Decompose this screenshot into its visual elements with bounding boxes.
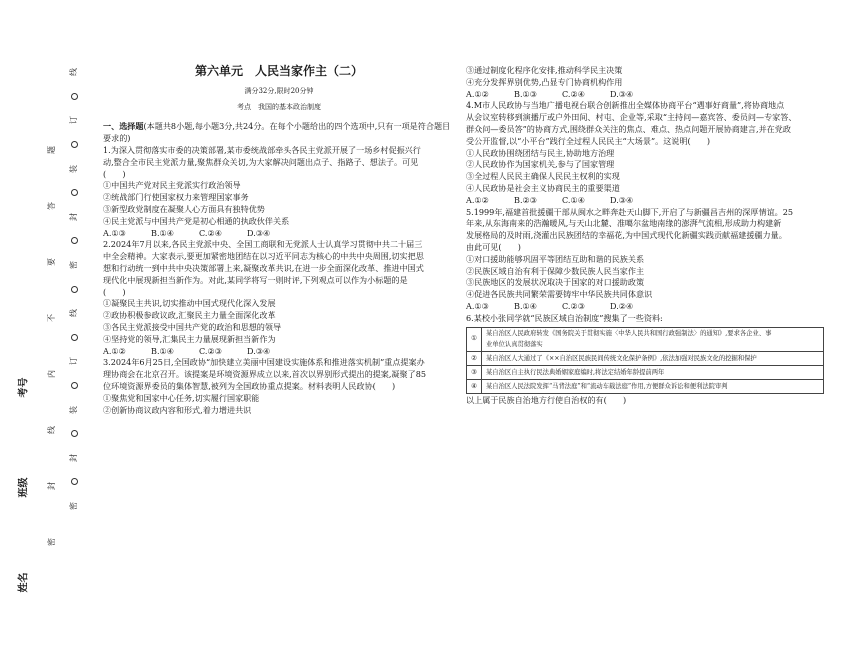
- binding-mark: 线: [69, 309, 78, 318]
- row-text: 某自治区人民政府转发《国务院关于贯彻实施〈中华人民共和国行政强制法〉的通知》,要求各企业、事 业单位认真贯彻落实: [482, 327, 824, 352]
- binding-mark: 线: [47, 426, 56, 434]
- table-row: [467, 352, 824, 366]
- table-row: [467, 327, 824, 352]
- question-3-continued: ③通过制度化程序化安排,推动科学民主决策 ④充分发挥界别优势,凸显专门协商机构作用 A.①② B.①③ C.②④ D.③④: [466, 65, 824, 100]
- binding-hole-icon: [71, 189, 78, 196]
- binding-hole-icon: [71, 141, 78, 148]
- score-line: 满分32分,限时20分钟: [244, 86, 314, 95]
- binding-mark: 题: [47, 146, 56, 154]
- option-b[interactable]: B.①④: [151, 345, 175, 356]
- option-c[interactable]: C.②③: [562, 300, 585, 311]
- question-2-options: [103, 346, 455, 358]
- question-6: 6.某校小张同学就“民族区域自治制度”搜集了一些资料: ① 某自治区人民政府转发《国务院关于贯彻实施〈中华人民共和国行政强制法〉的通知》,要求各企业、事 业单位认真贯彻落实 ② 某自治区人大通过了《××自治区民族民间传统文化保护条例》,依法加强对民族文化的挖掘和保护 ③ 某自治区自主执行民法典婚姻家庭编时,将法定结婚年龄提前两年 ④ 某自治区人民法院发挥“马背法庭”和“流动车载法庭”作用,方便群众诉讼和便利法院审判 以上属于民族自治地方行使自治权的有( ): [466, 313, 824, 407]
- option-a[interactable]: A.①②: [103, 345, 126, 356]
- question-5: 5.1999年,福建首批援疆干部从闽水之畔奔赴天山脚下,开启了与新疆昌吉州的深厚情谊。25 年来,从东海南来的浩瀚暖风,与天山北麓、准噶尔盆地南缘的澎湃气流相,形成助力构建新 发展格局的及时雨,浇灌出民族团结的幸福花,为中国式现代化新疆实践贡献福建援疆力量。 由此可见( ) ①对口援助能够巩固平等团结互助和谐的民族关系 ②民族区域自治有利于保障少数民族人民当家作主 ③民族地区的发展状况取决于国家的对口援助政策 ④促进各民族共同繁荣需要铸牢中华民族共同体意识 A.①③ B.①④ C.②③ D.②④: [466, 207, 824, 313]
- question-6-prompt: 以上属于民族自治地方行使自治权的有( ): [466, 395, 627, 406]
- binding-mark: 装: [69, 164, 78, 173]
- binding-hole-icon: [71, 93, 78, 100]
- option-b[interactable]: B.②③: [514, 194, 538, 205]
- question-5-options: [466, 301, 824, 313]
- question-1: 1.为深入贯彻落实市委的决策部署,某市委统战部牵头各民主党派开展了一场乡村促振兴行 动,整合全市民主党派力量,聚焦群众关切,为大家解决问题出点子、指路子、想法子。可见 ( ) ①中国共产党对民主党派实行政治领导 ②统战部门行使国家权力来管理国家事务 ③新型政党制度在凝聚人心方面具有独特优势 ④民主党派与中国共产党是初心相通的执政伙伴关系 A.①③ B.①④ C.②④ D.③④: [103, 145, 455, 239]
- key-point: 考点 我国的基本政治制度: [237, 102, 321, 111]
- binding-hole-icon: [71, 237, 78, 244]
- binding-mark: 装: [69, 405, 78, 414]
- option-c[interactable]: C.②④: [562, 88, 585, 99]
- binding-mark: 线: [69, 68, 78, 77]
- option-a[interactable]: A.①③: [103, 227, 126, 238]
- question-1-options: [103, 228, 455, 240]
- question-3-options: [466, 89, 824, 101]
- binding-mark: 封: [47, 482, 56, 490]
- binding-column-middle: [48, 122, 56, 670]
- question-3: 3.2024年6月25日,全国政协“加快建立美丽中国建设实施体系和推进落实机制”重点提案办 理协商会在北京召开。该提案是环境资源界成立以来,首次以界别形式提出的提案,凝聚了85 位环境资源界委员的集体智慧,被列为全国政协重点提案。材料表明人民政协( ) ①聚焦党和国家中心任务,切实履行国家职能 ②创新协商议政内容和形式,着力增进共识: [103, 357, 427, 415]
- table-row: [467, 380, 824, 394]
- binding-mark: 封: [69, 212, 78, 221]
- binding-mark: 内: [47, 370, 56, 378]
- binding-mark: 不: [47, 314, 56, 322]
- option-b[interactable]: B.①③: [514, 88, 538, 99]
- binding-mark: 订: [69, 116, 78, 125]
- option-c[interactable]: C.①④: [562, 194, 585, 205]
- left-column: [103, 62, 455, 416]
- binding-mark: 密: [69, 501, 78, 510]
- binding-hole-icon: [71, 334, 78, 341]
- binding-mark: 要: [47, 258, 56, 266]
- binding-hole-icon: [71, 430, 78, 437]
- option-d[interactable]: D.③④: [247, 227, 271, 238]
- row-text: 某自治区人民法院发挥“马背法庭”和“流动车载法庭”作用,方便群众诉讼和便利法院审判: [482, 380, 824, 394]
- student-id-label: 考号: [18, 377, 30, 398]
- student-info: [12, 360, 34, 608]
- option-b[interactable]: B.①④: [514, 300, 538, 311]
- binding-mark: 封: [69, 453, 78, 462]
- option-b[interactable]: B.①④: [151, 227, 175, 238]
- option-a[interactable]: A.①②: [466, 194, 489, 205]
- option-c[interactable]: C.②④: [199, 227, 222, 238]
- question-4: 4.M市人民政协与当地广播电视台联合创新推出全媒体协商平台“遇事好商量”,将协商地点 从会议室转移到演播厅或户外田间、村屯、企业等,采取“主持问—嘉宾答、委员问—专家答、 群众问—委员答”的协商方式,围绕群众关注的焦点、难点、热点问题开展协商建言,并在党政 受公开监督,以“小平台”践行全过程人民民主“大场景”。这说明( ) ①人民政协围绕团结与民主,协助地方治理 ②人民政协作为国家机关,参与了国家管理 ③全过程人民民主确保人民民主权利的实现 ④人民政协是社会主义协商民主的重要渠道 A.①② B.②③ C.①④ D.③④: [466, 100, 824, 206]
- option-d[interactable]: D.③④: [610, 194, 634, 205]
- binding-mark: 答: [47, 202, 56, 210]
- binding-mark: 密: [47, 538, 56, 546]
- student-class-label: 班级: [18, 477, 30, 498]
- page-title: 第六单元 人民当家作主（二）: [194, 64, 363, 78]
- binding-mark: 订: [69, 357, 78, 366]
- option-a[interactable]: A.①③: [466, 300, 489, 311]
- section-heading: 一、选择题(本题共8小题,每小题3分,共24分。在每个小题给出的四个选项中,只有一项是符合题目要求的): [103, 121, 451, 144]
- student-name-label: 姓名: [18, 572, 30, 593]
- option-d[interactable]: D.②④: [610, 300, 634, 311]
- binding-hole-icon: [71, 382, 78, 389]
- binding-hole-icon: [71, 286, 78, 293]
- row-number: ②: [467, 352, 482, 366]
- option-c[interactable]: C.②③: [199, 345, 222, 356]
- binding-mark: 密: [69, 261, 78, 270]
- row-text: 某自治区自主执行民法典婚姻家庭编时,将法定结婚年龄提前两年: [482, 366, 824, 380]
- question-4-options: [466, 195, 824, 207]
- material-table: [466, 327, 824, 395]
- row-number: ①: [467, 327, 482, 352]
- binding-hole-icon: [71, 478, 78, 485]
- row-number: ③: [467, 366, 482, 380]
- table-row: [467, 366, 824, 380]
- question-2: 2.2024年7月以来,各民主党派中央、全国工商联和无党派人士认真学习贯彻中共二十届三 中全会精神。大家表示,要更加紧密地团结在以习近平同志为核心的中共中央周围,切实把思 想和行动统一到中共中央决策部署上来,凝聚改革共识,在进一步全面深化改革、推进中国式 现代化中展现新担当新作为。对此,某同学将写一则时评,下列观点可以作为小标题的是 ( ) ①凝聚民主共识,切实推动中国式现代化深入发展 ②政协积极参政议政,汇聚民主力量全面深化改革 ③各民主党派接受中国共产党的政治和思想的领导 ④坚持党的领导,汇集民主力量展现新担当新作为 A.①② B.①④ C.②③ D.③④: [103, 239, 455, 357]
- row-text: 某自治区人大通过了《××自治区民族民间传统文化保护条例》,依法加强对民族文化的挖掘和保护: [482, 352, 824, 366]
- option-d[interactable]: D.③④: [247, 345, 271, 356]
- row-number: ④: [467, 380, 482, 394]
- option-a[interactable]: A.①②: [466, 88, 489, 99]
- binding-column-outer: [70, 60, 78, 608]
- option-d[interactable]: D.③④: [610, 88, 634, 99]
- binding-margin: [0, 0, 92, 608]
- right-column: [466, 65, 824, 407]
